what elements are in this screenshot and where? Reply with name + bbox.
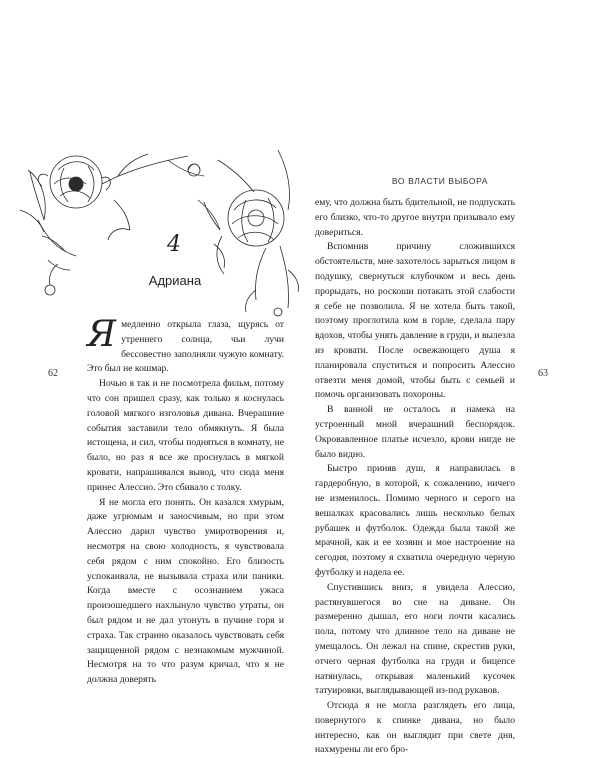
peony-illustration xyxy=(18,140,300,320)
paragraph: В ванной не осталось и намека на устроенный мной вчерашний беспорядок. Окровавленное платье исчезло, крови нигде не было видно. xyxy=(315,404,515,460)
paragraph: ему, что должна быть бдительной, не подпускать его близко, что-то другое внутри призывало ему довериться. xyxy=(315,197,515,238)
chapter-number: 4 xyxy=(167,232,181,257)
paragraph: Быстро приняв душ, я направилась в гардеробную, в которой, к сожалению, ничего не изменилось. Помимо черного и серого на вешалках красовались лишь несколько белых рубашек и футболок. Одежда была такой же мрачной, как и ее хозяин и мое настроение на сегодня, поэтому я схватила очередную черную футболку и надела ее. xyxy=(315,463,515,578)
page-number-left: 62 xyxy=(48,368,58,379)
paragraph: Я медленно открыла глаза, щурясь от утреннего солнца, чьи лучи бессовестно заполняли чужую комнату. Это был не кошмар. xyxy=(87,314,284,375)
paragraph: Спустившись вниз, я увидела Алессио, растянувшегося во сне на диване. Он размеренно дышал, его ноги почти касались пола, потому что длинное тело на диване не умещалось. Он лежал на спине, скрестив руки, отчего черная футболка на груди и бицепсе натянулась, открывая маленький кусочек татуировки, выглядывающей из-под рукавов. xyxy=(315,581,515,697)
paragraph: Я не могла его понять. Он казался хмурым, даже угрюмым и заносчивым, но при этом Алессио дарил чувство умиротворения и, несмотря на свою холодность, я чувствовала себя рядом с ним спокойно. Его близость успокаивала, не вызывала страха или паники. Когда вместе с осознанием ужаса произошедшего нахлынуло чувство утраты, он был рядом и не дал утонуть в пучине горя и страха. Так странно оказалось чувствовать себя защищенной рядом с незнакомым мужчиной. Несмотря на то что разум кричал, что я не должна доверять xyxy=(87,496,284,686)
left-body-text xyxy=(87,314,284,686)
peony-flower-icon xyxy=(38,156,110,208)
paragraph: Отсюда я не могла разглядеть его лица, повернутого к спинке дивана, но было интересно, как он выглядит при свете дня, нахмурены ли его бро- xyxy=(315,700,515,756)
page-number-right: 63 xyxy=(538,368,548,379)
left-page xyxy=(0,0,300,750)
peony-flower-icon xyxy=(228,190,284,246)
chapter-title: Адриана xyxy=(148,273,202,288)
paragraph: Ночью я так и не посмотрела фильм, потому что сон пришел сразу, как только я коснулась головой мягкого изголовья дивана. Вчерашние события заставили тело обмякнуть. Я была истощена, и сил, чтобы подняться в комнату, не было, но раз я все же проснулась в мягкой кровати, напрашивался вывод, что сюда меня принес Алессио. Это сбивало с толку. xyxy=(87,378,284,493)
paragraph: Вспомнив причину сложившихся обстоятельств, мне захотелось зарыться лицом в подушку, свернуться клубочком и весь день прорыдать, но роскоши потакать этой слабости я себе не позволила. Я не хотела быть такой, поэтому проглотила ком в горле, сделала пару вдохов, чтобы унять давление в груди, и вылезла из кровати. После освежающего душа я планировала спуститься и попросить Алессио отвезти меня домой, чтобы быть с семьей и помочь организовать похороны. xyxy=(315,241,515,401)
running-head: ВО ВЛАСТИ ВЫБОРА xyxy=(391,176,489,186)
drop-cap: Я xyxy=(87,314,117,355)
right-body-text xyxy=(315,196,515,756)
